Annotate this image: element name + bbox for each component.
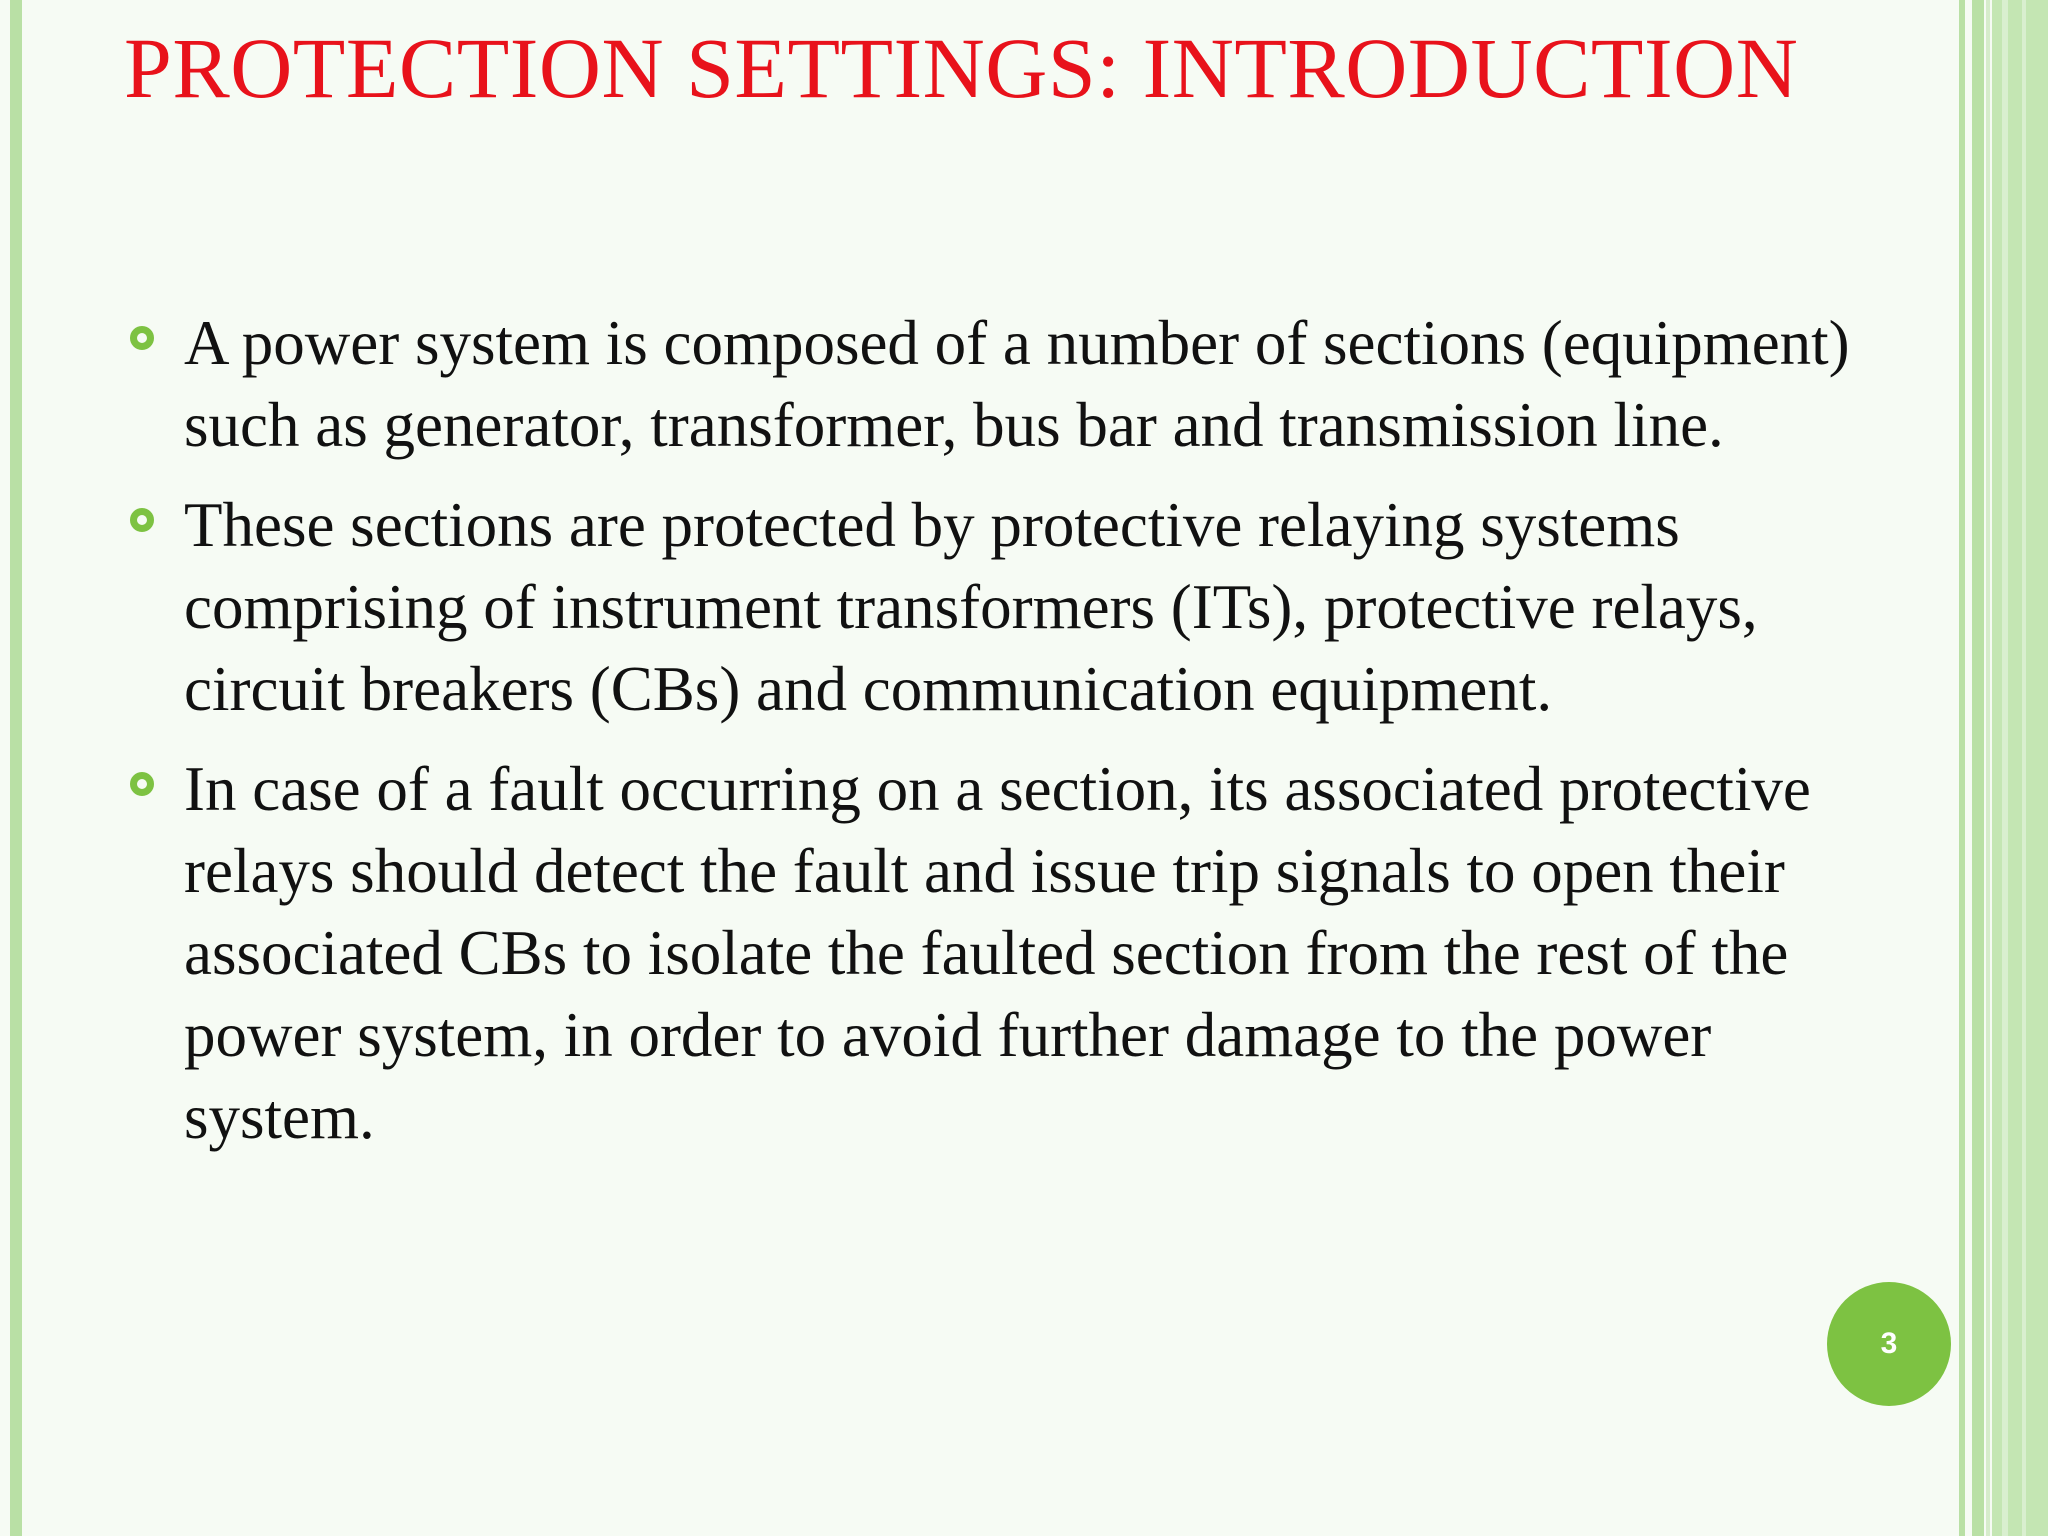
page-number-badge: 3 xyxy=(1827,1282,1951,1406)
bullet-text: In case of a fault occurring on a section, its associated protective relays should detect the fault and issue trip signals to open their associated CBs to isolate the faulted section from the rest of the power system, in order to avoid further damage to the power system. xyxy=(184,754,1811,1152)
hollow-circle-icon xyxy=(130,508,154,532)
right-decorative-stripe xyxy=(2002,0,2008,1536)
bullet-list xyxy=(130,302,1850,1176)
hollow-circle-icon xyxy=(130,326,154,350)
bullet-item xyxy=(130,484,1850,730)
bullet-item xyxy=(130,748,1850,1158)
right-decorative-stripe xyxy=(1972,0,1984,1536)
bullet-text: These sections are protected by protective relaying systems comprising of instrument transformers (ITs), protective relays, circuit breakers (CBs) and communication equipment. xyxy=(184,490,1758,724)
bullet-text: A power system is composed of a number of sections (equipment) such as generator, transformer, bus bar and transmission line. xyxy=(184,308,1850,460)
right-decorative-stripe xyxy=(2022,0,2026,1536)
bullet-item xyxy=(130,302,1850,466)
right-decorative-stripe xyxy=(1959,0,1965,1536)
left-decorative-stripe xyxy=(10,0,22,1536)
slide-title: PROTECTION SETTINGS: INTRODUCTION xyxy=(124,20,1799,116)
right-decorative-band xyxy=(1992,0,2048,1536)
hollow-circle-icon xyxy=(130,772,154,796)
right-decorative-stripe xyxy=(1986,0,1990,1536)
